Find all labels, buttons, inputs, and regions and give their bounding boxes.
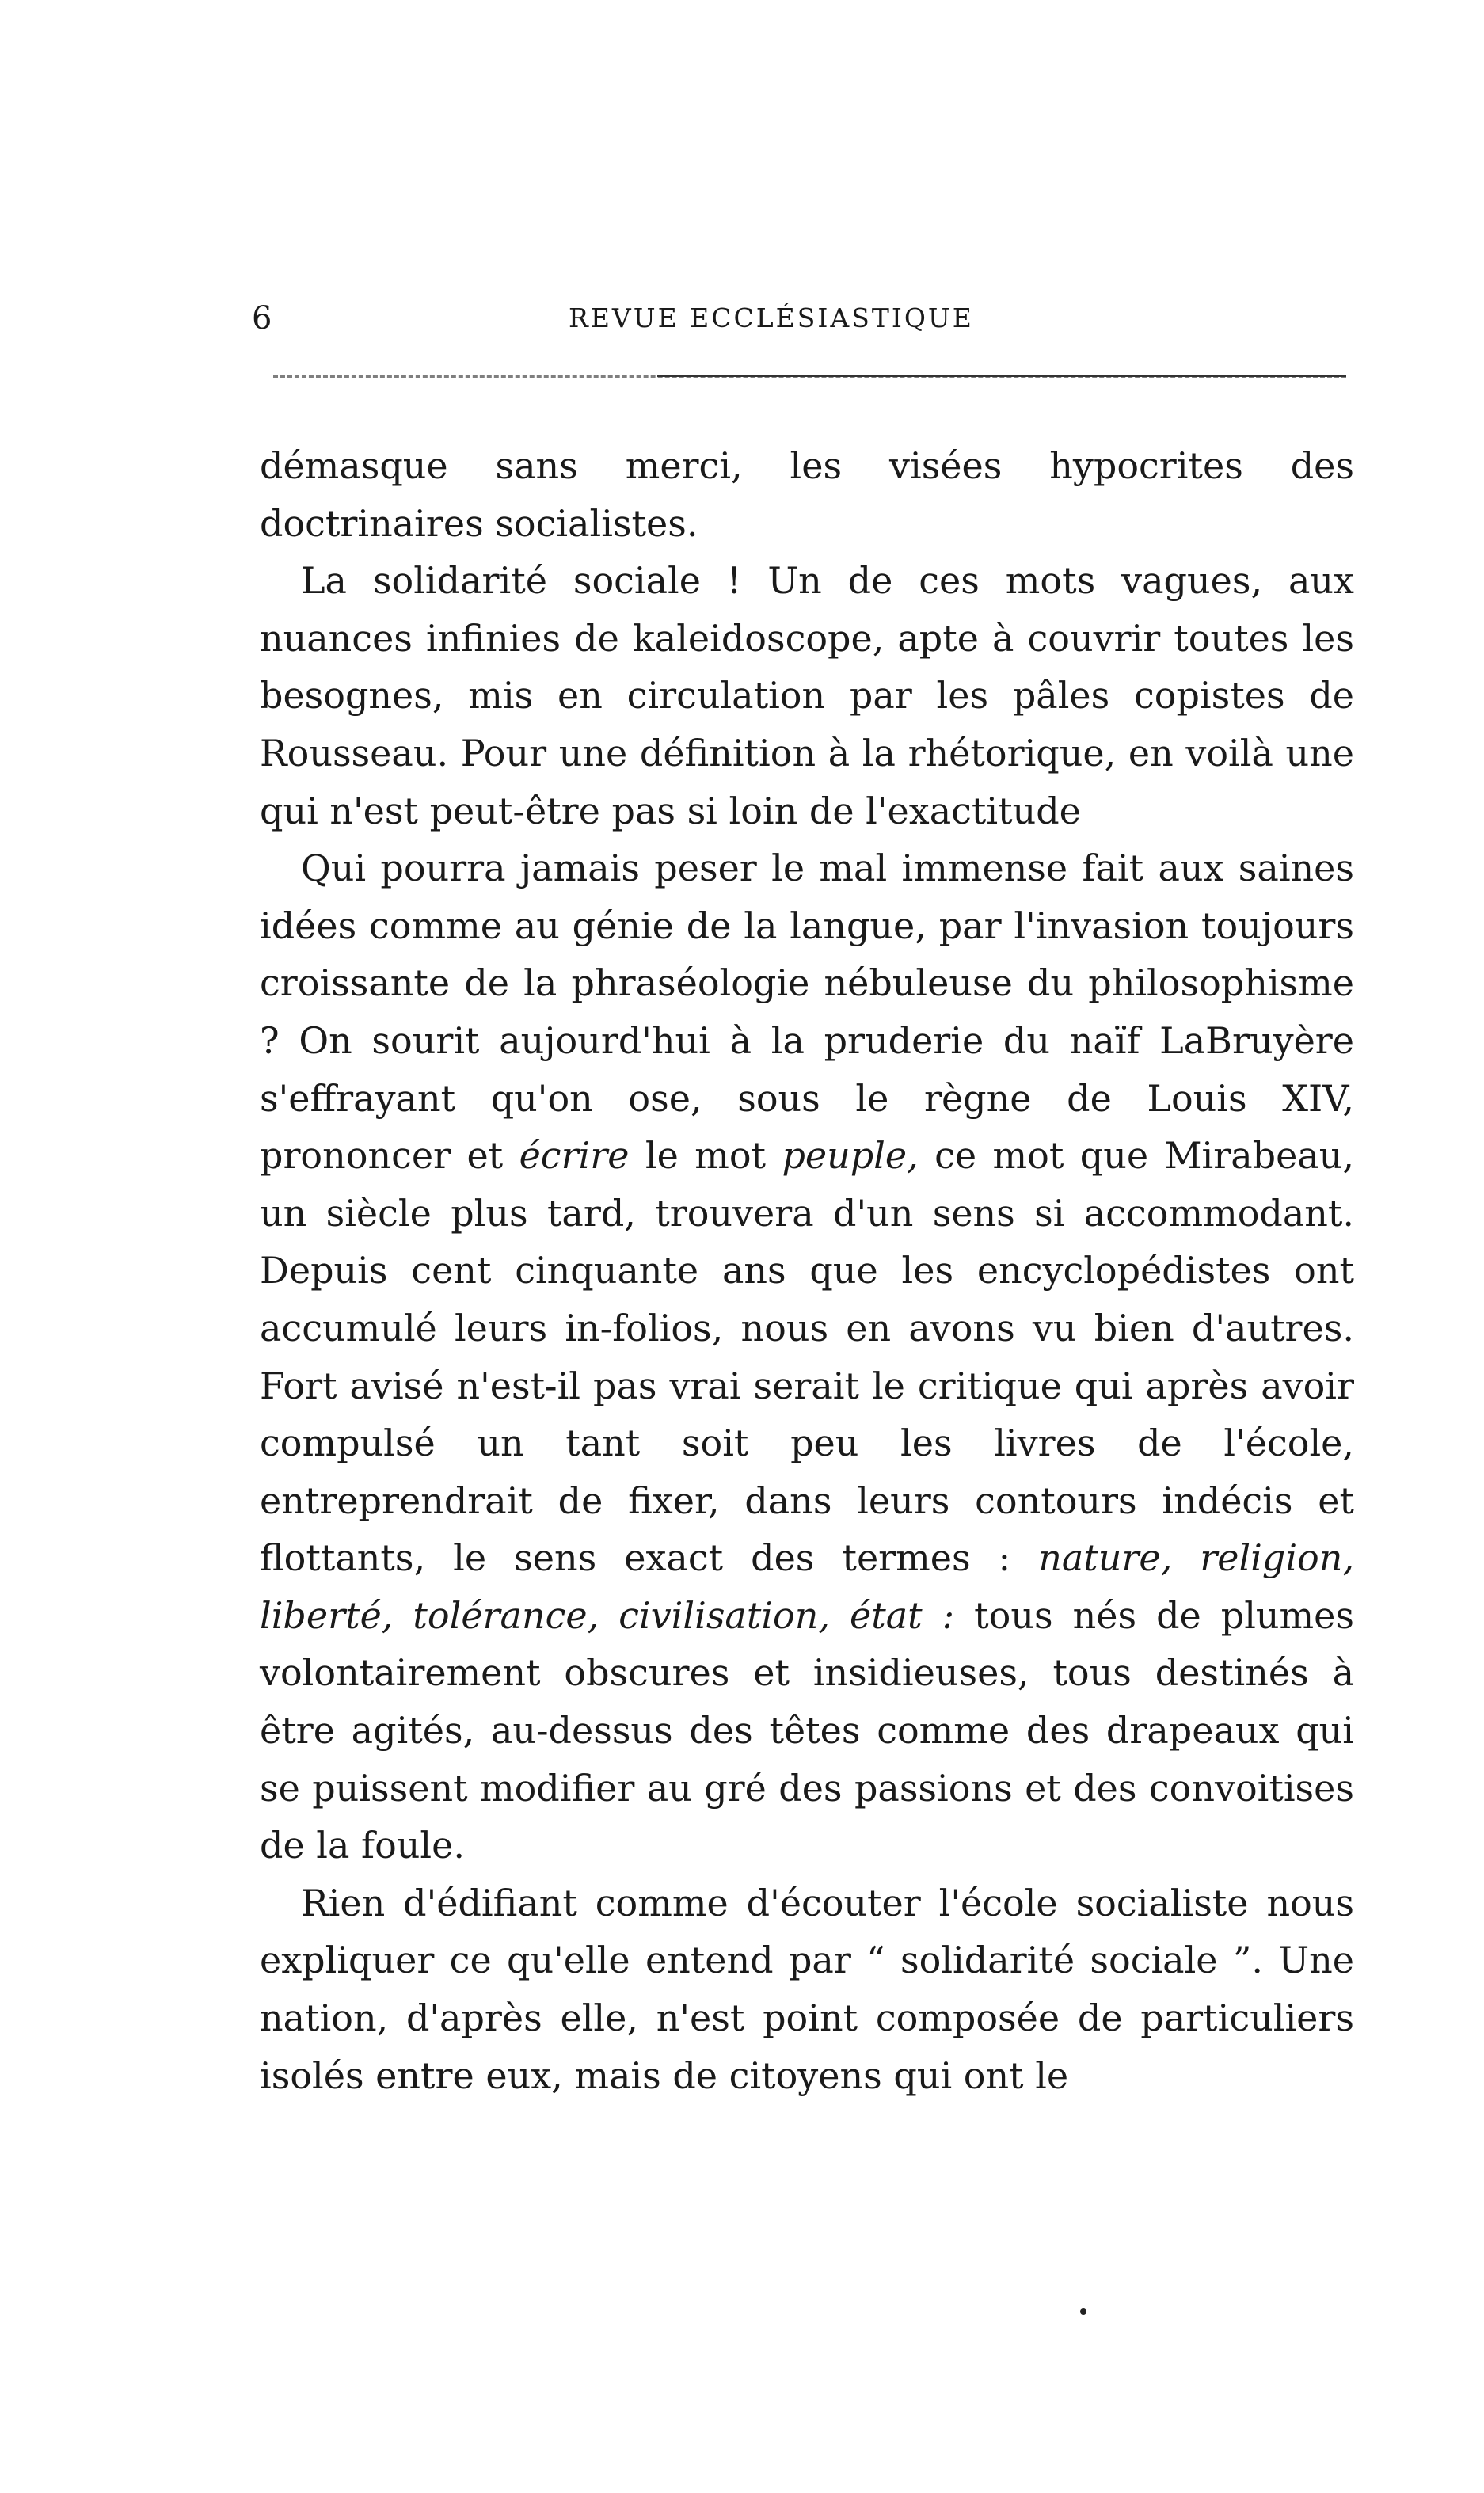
paragraph-3-part-d: tous nés de plumes volontairement obscures et insidieuses, tous destinés à être agités, au-dessus des têtes comme des drapeaux qui se puissent modifier au gré des passions et des convoitises de la foule. [260, 1593, 1355, 1867]
italic-terms: nature, religion, liberté, tolérance, civilisation, état : [260, 1536, 1354, 1637]
paragraph-3-part-a: Qui pourra jamais peser le mal immense fait aux saines idées comme au génie de la langue, par l'invasion toujours croissante de la phraséologie nébuleuse du philosophisme ? On sourit aujourd'hui à la pruderie du naïf LaBruyère s'effrayant qu'on ose, sous le règne de Louis XIV, prononcer et [260, 847, 1354, 1178]
ink-dot [1080, 2308, 1086, 2315]
body-text [260, 437, 1354, 2104]
paragraph-3-part-c: ce mot que Mirabeau, un siècle plus tard, trouvera d'un sens si accommodant. Depuis cent cinquante ans que les encyclopédistes ont accumulé leurs in-folios, nous en avons vu bien d'autres. Fort avisé n'est-il pas vrai serait le critique qui après avoir compulsé un tant soit peu les livres de l'école, entreprendrait de fixer, dans leurs contours indécis et flottants, le sens exact des termes : [260, 1134, 1355, 1580]
running-head [252, 295, 1353, 342]
paragraph-2: La solidarité sociale ! Un de ces mots vagues, aux nuances infinies de kaleidoscope, apte à couvrir toutes les besognes, mis en circulation par les pâles copistes de Rousseau. Pour une définition à la rhétorique, en voilà une qui n'est peut-être pas si loin de l'exactitude [260, 559, 1354, 832]
paragraph-3 [260, 839, 1354, 1875]
paragraph-4: Rien d'édifiant comme d'écouter l'école socialiste nous expliquer ce qu'elle entend par “ solidarité sociale ”. Une nation, d'après elle, n'est point composée de particuliers isolés entre eux, mais de citoyens qui ont le [260, 1881, 1354, 2097]
page-number: 6 [252, 300, 272, 337]
italic-ecrire: écrire [519, 1134, 630, 1178]
header-rule [657, 375, 1346, 377]
journal-title: REVUE ECCLÉSIASTIQUE [569, 303, 974, 333]
paragraph-3-part-b: le mot [645, 1134, 767, 1178]
italic-peuple: peuple, [782, 1134, 919, 1178]
paragraph-1: démasque sans merci, les visées hypocrites des doctrinaires socialistes. [260, 444, 1354, 545]
